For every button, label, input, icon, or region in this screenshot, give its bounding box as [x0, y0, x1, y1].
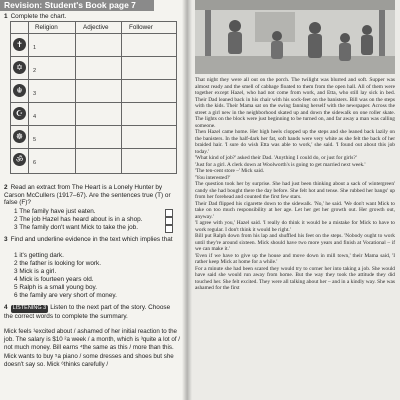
crescent-icon: ☪: [13, 107, 26, 120]
religion-chart: [10, 21, 177, 174]
exercise-2-item-3: 3 The family don't want Mick to take the job.: [14, 224, 139, 231]
story-paragraph: For a minute she had been scared they would try to corner her into taking a job. She would have said she would run away from home. But the way they took the attitude they did touched her. She felt excited. They were all talking about her – and in a kindly way. She was ashamed for the first: [195, 265, 395, 291]
exercise-1-instruction: 1 Complete the chart.: [4, 13, 67, 20]
story-paragraph: 'What kind of job?' asked their Dad. 'Anything I could do, or just for girls?': [195, 155, 357, 161]
exercise-3-item-3: 3 Mick is a girl.: [14, 268, 57, 275]
left-page: [0, 0, 187, 400]
story-paragraph: 'Just for a girl. A clerk down at Woolworth's is going to get married next week.': [195, 161, 366, 168]
column-header-adjective: Adjective: [83, 24, 109, 31]
page-header: Revision: Student's Book page 7: [0, 0, 154, 11]
chart-row-3-number: 3: [33, 91, 37, 97]
dharma-wheel-icon: ☸: [13, 130, 26, 143]
exercise-3-item-1: 1 it's getting dark.: [14, 252, 64, 259]
story-paragraph: The question took her by surprise. She had just been thinking about a sack of wintergreen' candy she had bought there the day before. She felt hot and tense. She rubbed her bangs' up from her forehead and counted the first few stars.: [195, 181, 395, 200]
story-paragraph: Their Dad flipped his cigarette down to the sidewalk. 'No,' he said. 'We don't want Mick to take on too much responsibility at her age. Let her get her growth out. Her growth out, anyway.': [195, 200, 395, 220]
exercise-3-item-5: 5 Ralph is a small young boy.: [14, 284, 98, 291]
exercise-4-instruction: 4 LISTENING 3 Listen to the next part of the story. Choose the correct words to complete the summary.: [4, 304, 171, 320]
exercise-2-item-2: 2 The job Hazel has heard about is in a shop.: [14, 216, 143, 223]
cross-icon: ✝: [13, 38, 26, 51]
book-gutter: [182, 0, 192, 400]
answer-box-2[interactable]: [165, 217, 173, 225]
story-paragraph: 'You interested?': [195, 174, 231, 181]
story-paragraph: That night they were all out on the porch. The twilight was blurred and soft. Supper was almost ready and the smell of cabbage floated to them from the open hall. All of them were together except Hazel, who had not come from work, and Etta, who still lay sick in bed. Their Dad leaned back in his chair with his sock-feet on the banisters. Bill was on the steps with the kids. Their Mama sat on the swing fanning herself with the newspaper. Across the street a girl new in the neighborhood skated up and down the sidewalk on one roller skate. The lights on the block were just beginning to be turned on, and far away a man was calling someone.: [195, 77, 395, 129]
answer-box-3[interactable]: [165, 225, 173, 233]
porch-family-illustration: [195, 0, 395, 74]
chart-row-4-number: 4: [33, 114, 37, 120]
story-extract: [195, 77, 395, 292]
khanda-icon: ☬: [13, 84, 26, 97]
chart-row-2-number: 2: [33, 68, 37, 74]
story-paragraph: 'I agree with you,' Hazel said. 'I really do think it would be a mistake for Mick to have to work regular. I don't think it would be right.': [195, 220, 395, 233]
star-of-david-icon: ✡: [13, 61, 26, 74]
om-icon: ॐ: [13, 153, 26, 166]
exercise-2-instruction: 2 Read an extract from The Heart is a Lonely Hunter by Carson McCullers (1917–67). Are the sentences true (T) or false (F)?: [4, 184, 171, 207]
column-header-religion: Religion: [35, 24, 58, 31]
exercise-4-summary: Mick feels ¹excited about / ashamed of her initial reaction to the job. The salary is $10 ²a week / a month, which is ³quite a lot of / not much money. Bill earns ⁴the same as this / more than this. Mick wants to buy ⁵a piano / some dresses and shoes but she doesn't say so. Mick ⁶thinks carefully /: [4, 328, 180, 368]
exercise-3-item-6: 6 the family are very short of money.: [14, 292, 117, 299]
listening-badge: LISTENING 3: [12, 305, 47, 311]
exercise-3-instruction: 3 Find and underline evidence in the text which implies that: [4, 236, 173, 243]
answer-box-1[interactable]: [165, 209, 173, 217]
story-paragraph: Then Hazel came home. Her high heels clopped up the steps and she leaned back lazily on the banisters. In the half-dark her fat, soft hands were very white as she felt the back of her braided hair. 'I sure do wish Etta was able to work,' she said. 'I found out about this job today.': [195, 129, 395, 155]
chart-row-1-number: 1: [33, 45, 37, 51]
chart-row-5-number: 5: [33, 137, 37, 143]
exercise-2-item-1: 1 The family have just eaten.: [14, 208, 96, 215]
exercise-3-item-2: 2 the father is looking for work.: [14, 260, 102, 267]
story-paragraph: Bill put Ralph down from his lap and shuffled his feet on the steps. 'Nobody ought to work until they're around sixteen. Mick should have two more years and finish at Vocational – if we can make it.': [195, 233, 395, 252]
story-paragraph: 'The ten-cent store –' Mick said.: [195, 168, 265, 174]
column-header-follower: Follower: [129, 24, 153, 31]
story-illustration: [195, 0, 395, 74]
chart-row-6-number: 6: [33, 160, 37, 166]
exercise-3-item-4: 4 Mick is fourteen years old.: [14, 276, 94, 283]
right-page: [187, 0, 400, 400]
story-paragraph: 'Even if we have to give up the house and move down in mill town,' their Mama said, 'I rather keep Mick at home for a while.': [195, 252, 395, 265]
